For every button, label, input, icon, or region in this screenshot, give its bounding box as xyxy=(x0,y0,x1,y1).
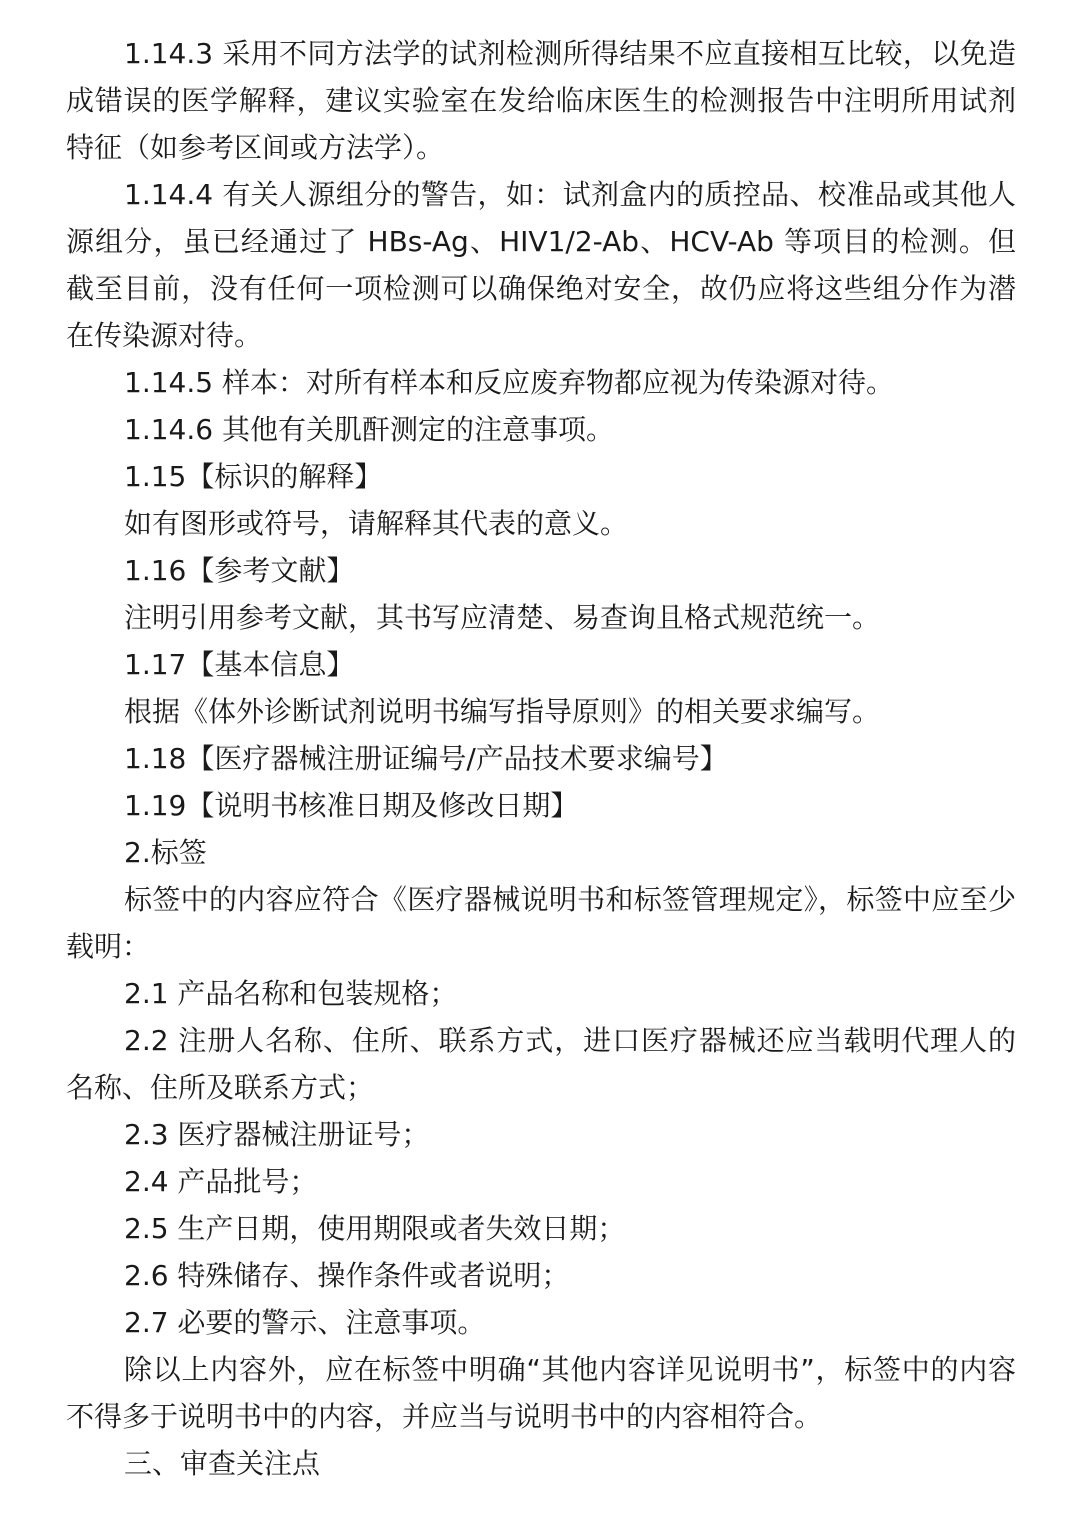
paragraph-1-14-4: 1.14.4 有关人源组分的警告，如：试剂盒内的质控品、校准品或其他人源组分，虽已经通过了 HBs-Ag、HIV1/2-Ab、HCV-Ab 等项目的检测。但截至目前，没有任何一项检测可以确保绝对安全，故仍应将这些组分作为潜在传染源对待。 xyxy=(66,178,1016,352)
list-item-2-1: 2.1 产品名称和包装规格； xyxy=(124,977,458,1010)
heading-1-18: 1.18【医疗器械注册证编号/产品技术要求编号】 xyxy=(124,742,728,775)
heading-1-17: 1.17【基本信息】 xyxy=(124,648,355,681)
heading-section-3: 三、审查关注点 xyxy=(124,1447,321,1480)
paragraph-1-16-body: 注明引用参考文献，其书写应清楚、易查询且格式规范统一。 xyxy=(124,601,881,634)
paragraph-1-14-6: 1.14.6 其他有关肌酐测定的注意事项。 xyxy=(124,413,614,446)
list-item-2-2: 2.2 注册人名称、住所、联系方式，进口医疗器械还应当载明代理人的名称、住所及联系方式； xyxy=(66,1024,1016,1104)
paragraph-label-intro: 标签中的内容应符合《医疗器械说明书和标签管理规定》，标签中应至少载明： xyxy=(66,883,1016,963)
list-item-2-6: 2.6 特殊储存、操作条件或者说明； xyxy=(124,1259,570,1292)
paragraph-1-15-body: 如有图形或符号，请解释其代表的意义。 xyxy=(124,507,629,540)
heading-1-15: 1.15【标识的解释】 xyxy=(124,460,383,493)
list-item-2-5: 2.5 生产日期，使用期限或者失效日期； xyxy=(124,1212,626,1245)
heading-2-label: 2.标签 xyxy=(124,836,207,869)
heading-1-16: 1.16【参考文献】 xyxy=(124,554,355,587)
document-body xyxy=(66,30,1016,1487)
paragraph-1-14-5: 1.14.5 样本：对所有样本和反应废弃物都应视为传染源对待。 xyxy=(124,366,894,399)
paragraph-1-14-3: 1.14.3 采用不同方法学的试剂检测所得结果不应直接相互比较，以免造成错误的医学解释，建议实验室在发给临床医生的检测报告中注明所用试剂特征（如参考区间或方法学）。 xyxy=(66,37,1016,164)
list-item-2-4: 2.4 产品批号； xyxy=(124,1165,318,1198)
paragraph-1-17-body: 根据《体外诊断试剂说明书编写指导原则》的相关要求编写。 xyxy=(124,695,881,728)
heading-1-19: 1.19【说明书核准日期及修改日期】 xyxy=(124,789,579,822)
list-item-2-3: 2.3 医疗器械注册证号； xyxy=(124,1118,430,1151)
paragraph-label-closing: 除以上内容外，应在标签中明确“其他内容详见说明书”，标签中的内容不得多于说明书中的内容，并应当与说明书中的内容相符合。 xyxy=(66,1353,1016,1433)
list-item-2-7: 2.7 必要的警示、注意事项。 xyxy=(124,1306,486,1339)
